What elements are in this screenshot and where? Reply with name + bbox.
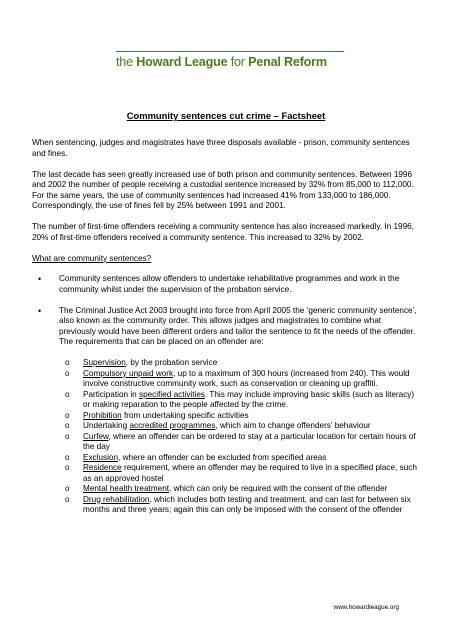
- requirement-item: [59, 463, 420, 484]
- requirement-description: , which aim to change offenders’ behaviour: [215, 421, 371, 430]
- requirement-item: [59, 495, 420, 516]
- requirement-description: , which includes both testing and treatment, and can last for between six months and three years; again this can only be imposed with the consent of the offender: [83, 494, 411, 514]
- requirement-description: , up to a maximum of 300 hours (increased from 240). This would involve constructive community work, such as conservation or cleaning up graffiti.: [83, 368, 410, 388]
- requirement-term: specified activities: [138, 389, 205, 399]
- requirement-term: Prohibition: [83, 410, 122, 420]
- document-title: Community sentences cut crime – Factsheet: [126, 110, 326, 121]
- requirement-item: [59, 358, 420, 369]
- requirement-term: Mental health treatment: [83, 484, 170, 493]
- requirement-description: , which can only be required with the consent of the offender: [169, 484, 388, 493]
- requirement-term: Residence: [83, 463, 122, 472]
- requirement-item: [59, 421, 420, 432]
- requirement-term: Curfew: [83, 431, 109, 441]
- requirement-prefix: Participation in: [83, 389, 139, 399]
- requirement-description: , where an offender can be ordered to stay at a particular location for certain hours of the day: [83, 431, 416, 451]
- logo-word-the: the: [116, 55, 137, 69]
- logo-text: [116, 55, 327, 69]
- bullet-item: [32, 306, 420, 516]
- requirements-list: [59, 358, 420, 516]
- document-body: [32, 138, 420, 526]
- requirement-item: [59, 484, 420, 495]
- requirement-item: [59, 453, 420, 464]
- requirement-description: from undertaking specific activities: [121, 410, 249, 420]
- bullet-text: The Criminal Justice Act 2003 brought into force from April 2005 the ‘generic community sentence’, also known as the community order. This allows judges and magistrates to combine what previously would have been different orders and tailor the sentence to fit the needs of the offender. The requirements that can be placed on an offender are:: [59, 305, 417, 346]
- requirement-description: requirement, where an offender may be required to live in a specified place, such as an approved hostel: [83, 463, 417, 483]
- logo-brand2: Penal Reform: [248, 55, 327, 69]
- requirement-term: Supervision: [83, 358, 126, 367]
- intro-paragraph: When sentencing, judges and magistrates have three disposals available - prison, community sentences and fines.: [32, 138, 410, 158]
- logo-rule: [116, 51, 344, 52]
- requirement-item: [59, 369, 420, 390]
- bullet-list: [32, 274, 420, 516]
- howard-league-logo: [116, 48, 346, 74]
- requirement-description: , by the probation service: [125, 358, 218, 367]
- requirement-item: [59, 411, 420, 422]
- trend-paragraph: The last decade has seen greatly increased use of both prison and community sentences. Between 1996 and 2002 the number of people receiving a custodial sentence increased by 32% from 85,000 to 112,000. For the same years, the use of community sentences had increased 41% from 133,000 to 186,000. Correspondingly, the use of fines fell by 25% between 1991 and 2001.: [32, 169, 414, 210]
- requirement-item: [59, 432, 420, 453]
- requirement-prefix: Undertaking: [83, 421, 130, 430]
- logo-word-for: for: [227, 55, 249, 69]
- requirement-description: . This may include improving basic skills (such as literacy) or making reparation to the people affected by the crime.: [83, 389, 415, 409]
- requirement-item: [59, 390, 420, 411]
- requirement-term: Drug rehabilitation: [83, 494, 150, 504]
- bullet-text: Community sentences allow offenders to undertake rehabilitative programmes and work in the community whilst under the supervision of the probation service.: [59, 274, 400, 294]
- requirement-description: , where an offender can be excluded from specified areas: [118, 452, 327, 462]
- requirement-term: Exclusion: [83, 452, 119, 462]
- requirement-term: Compulsory unpaid work: [83, 368, 174, 378]
- section-heading: What are community sentences?: [32, 253, 152, 263]
- logo-brand: Howard League: [136, 55, 228, 69]
- footer-url: www.howardleague.org: [333, 604, 399, 611]
- bullet-item: [32, 274, 420, 295]
- requirement-term: accredited programmes: [129, 421, 216, 430]
- first-time-paragraph: The number of first-time offenders receiving a community sentence has also increased markedly. In 1996, 20% of first-time offenders received a community sentence. This increased to 32% by 2002.: [32, 222, 414, 242]
